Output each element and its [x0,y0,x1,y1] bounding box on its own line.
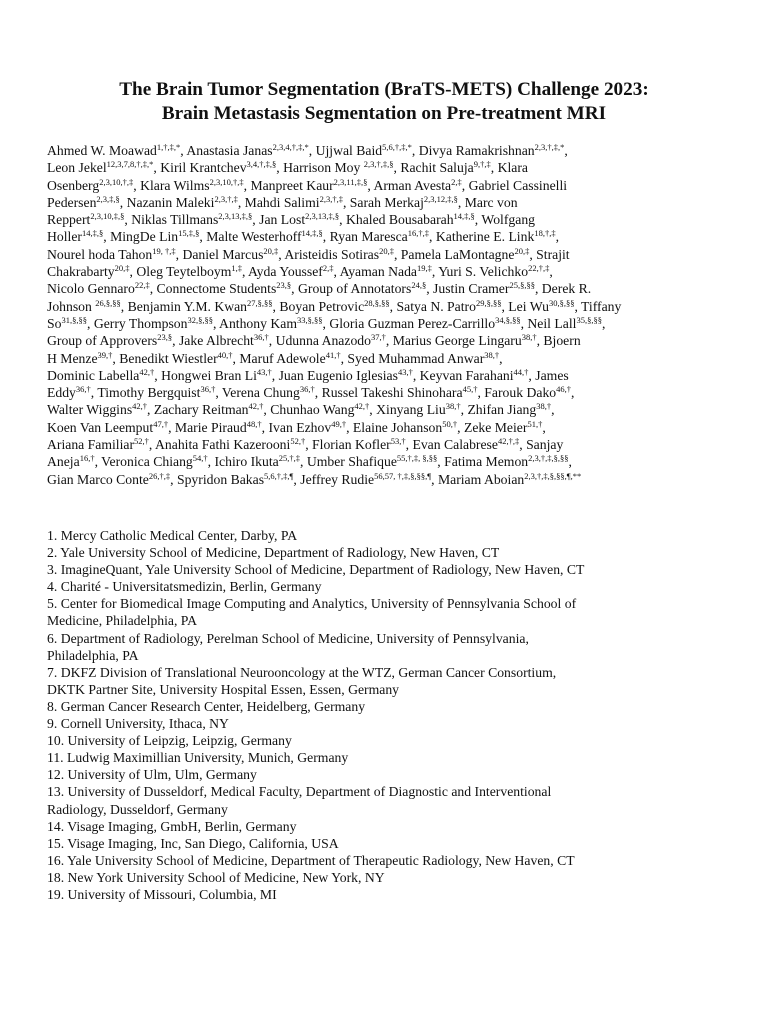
author-affiliation-marks: 28,§,§§ [364,297,390,308]
author-text: , Spyridon Bakas [170,471,265,487]
author-text: , Timothy Bergquist [90,385,201,401]
author-text: Nourel hoda Tahon [47,246,153,262]
author-text: Chakrabarty [47,264,115,280]
author-affiliation-marks: 36,† [75,384,91,395]
author-affiliation-marks: 20,‡ [379,245,394,256]
author-affiliation-marks: 29,§,§§ [475,297,502,308]
author-text: , Strajit [529,246,570,262]
author-text: , MingDe Lin [103,229,179,245]
author-text: , James [528,367,569,383]
author-text: , Keyvan Farahani [412,367,514,383]
author-text: , Gloria Guzman Perez-Carrillo [322,315,496,331]
author-text: , Benedikt Wiestler [112,350,218,366]
author-affiliation-marks: 2,3,†,‡ [214,193,238,204]
author-affiliation-marks: 42,† [132,401,148,412]
author-affiliation-marks: 2,3,10,†,‡ [99,176,134,187]
author-text: , Fatima Memon [437,454,529,470]
author-text: , Niklas Tillmans [124,212,219,228]
author-text: , Zhifan Jiang [460,402,537,418]
author-affiliation-marks: 32,§,§§ [187,314,213,325]
author-text: , [601,315,606,331]
author-text: , Jan Lost [252,212,306,228]
author-text: , Ayda Youssef [241,264,323,280]
author-text: , [549,264,553,280]
author-text: , Anahita Fathi Kazerooni [148,437,291,453]
author-text: Aneja [47,454,80,470]
author-affiliation-marks: 52,† [290,436,306,447]
author-affiliation-marks: 53,† [390,436,406,447]
author-affiliation-marks: 42,†,‡ [497,436,520,447]
author-affiliation-marks: 2,3,‡,§ [96,193,120,204]
author-affiliation-marks: 26,†,‡ [148,470,171,481]
author-text: , Gerry Thompson [86,315,188,331]
author-line [47,194,727,211]
affiliation-line: 5. Center for Biomedical Image Computing and Analytics, University of Pennsylvania School of [47,596,577,612]
author-text: , Daniel Marcus [175,246,264,262]
author-line [47,471,727,488]
author-text: , Manpreet Kaur [243,177,334,193]
author-affiliation-marks: 24,§ [411,280,427,291]
author-text: , [542,419,546,435]
author-line [47,280,727,297]
author-line [47,228,727,245]
author-text: Holler [47,229,82,245]
author-text: Gian Marco Conte [47,471,149,487]
author-text: , Tiffany [574,298,622,314]
author-affiliation-marks: 42,† [354,401,370,412]
author-text: Ariana Familiar [47,437,135,453]
title-line-2: Brain Metastasis Segmentation on Pre-treatment MRI [161,103,607,124]
affiliation-line: Philadelphia, PA [47,647,139,663]
author-affiliation-marks: 2,3,10,†,‡ [209,176,244,187]
author-text: , Aristeidis Sotiras [278,246,380,262]
affiliation-line: 18. New York University School of Medicine, New York, NY [47,869,385,885]
author-affiliation-marks: 36,† [253,332,269,343]
author-text: , Marius George Lingaru [385,333,522,349]
author-text: , Jeffrey Rudie [293,471,375,487]
author-affiliation-marks: 18,†,‡ [534,228,556,239]
author-text: , Zeke Meier [457,419,528,435]
author-text: So [47,315,62,331]
author-line [47,142,727,159]
author-text: , [555,229,559,245]
author-affiliation-marks: 38,† [484,349,500,360]
author-text: , Veronica Chiang [94,454,193,470]
author-affiliation-marks: 26,§,§§ [95,297,121,308]
author-text: , Satya N. Patro [389,298,476,314]
author-affiliation-marks: 43,† [397,366,413,377]
author-text: , Zachary Reitman [147,402,249,418]
author-text: , Marie Piraud [168,419,247,435]
author-text: , Klara Wilms [133,177,210,193]
affiliation-line: 12. University of Ulm, Ulm, Germany [47,767,257,783]
author-text: , Juan Eugenio Iglesias [271,367,398,383]
author-affiliation-marks: 30,§,§§ [548,297,575,308]
affiliation-line: 11. Ludwig Maximillian University, Munich, Germany [47,750,349,766]
author-text: , Umber Shafique [299,454,397,470]
author-text: , Anthony Kam [212,315,297,331]
author-affiliation-marks: 2,3,12,‡,§ [423,193,458,204]
author-text: , Ayaman Nada [333,264,417,280]
affiliation-line: 1. Mercy Catholic Medical Center, Darby, PA [47,528,298,543]
author-text: , Ryan Maresca [322,229,408,245]
title-line-1: The Brain Tumor Segmentation (BraTS-METS) Challenge 2023: [119,79,649,100]
author-affiliation-marks: 2,3,†,‡,§,§§,¶,** [524,470,582,481]
affiliation-line: Radiology, Dusseldorf, Germany [47,801,228,817]
author-line [47,177,727,194]
author-text: , Bjoern [536,333,581,349]
author-text: , Klara [490,160,528,176]
author-text: , Malte Westerhoff [199,229,302,245]
author-text: , Wolfgang [474,212,536,228]
author-text: , Syed Muhammad Anwar [340,350,485,366]
author-affiliation-marks: 2,3,4,†,‡,* [272,142,309,152]
author-text: Osenberg [47,177,100,193]
author-line [47,453,727,470]
author-affiliation-marks: 25,†,‡ [278,453,300,464]
author-text: , [571,385,575,401]
author-text: , Jake Albrecht [172,333,254,349]
author-text: , Ivan Ezhov [261,419,332,435]
author-line [47,436,727,453]
author-text: Koen Van Leemput [47,419,154,435]
author-text: , [551,402,555,418]
author-affiliation-marks: 42,† [139,366,155,377]
affiliation-line: 2. Yale University School of Medicine, Department of Radiology, New Haven, CT [47,545,500,561]
author-affiliation-marks: 39,† [97,349,113,360]
author-affiliation-marks: 14,‡,§ [453,211,475,222]
author-line [47,159,727,176]
author-affiliation-marks: 38,† [536,401,552,412]
author-text: , Pamela LaMontagne [393,246,515,262]
author-text: , Katherine E. Link [429,229,535,245]
author-affiliation-marks: 5,6,†,‡,¶ [264,470,294,481]
author-affiliation-marks: 19,‡ [416,263,432,274]
author-text: , Nazanin Maleki [119,194,215,210]
author-text: , Sarah Merkaj [342,194,424,210]
author-line [47,419,727,436]
author-affiliation-marks: 20,‡ [263,245,279,256]
author-text: , Group of Annotators [291,281,412,297]
author-text: , [568,454,572,470]
author-affiliation-marks: 51,† [527,418,543,429]
author-affiliation-marks: 44,† [513,366,529,377]
author-affiliation-marks: 56,57, †,‡,§,§§,¶ [374,470,432,481]
author-affiliation-marks: 2,3,†,‡,§ [363,159,394,170]
author-text: , Connectome Students [149,281,277,297]
author-text: , Lei Wu [501,298,549,314]
affiliation-list [47,527,737,903]
author-affiliation-marks: 15,‡,§ [178,228,200,239]
author-affiliation-marks: 20,‡ [114,263,130,274]
author-affiliation-marks: 2,3,†,‡,§,§§ [528,453,569,464]
author-affiliation-marks: 5,6,†,‡,* [382,142,412,152]
author-affiliation-marks: 12,3,7,8,†,‡,* [106,159,154,170]
author-line [47,315,727,332]
author-text: , Divya Ramakrishnan [411,143,535,158]
author-affiliation-marks: 55,†,‡, §,§§ [396,453,438,464]
affiliation-line: 3. ImagineQuant, Yale University School of Medicine, Department of Radiology, New Haven, CT [47,562,585,578]
author-text: , Marc von [457,194,518,210]
author-text: , Gabriel Cassinelli [461,177,568,193]
author-affiliation-marks: 2,3,†,‡,* [534,142,565,152]
author-text: Johnson [47,298,96,314]
affiliation-line: DKTK Partner Site, University Hospital Essen, Essen, Germany [47,681,400,697]
author-text: , Rachit Saluja [393,160,474,176]
author-affiliation-marks: 2,3,11,‡,§ [333,176,368,187]
author-text: , Khaled Bousabarah [339,212,454,228]
author-text: , Elaine Johanson [346,419,443,435]
author-affiliation-marks: 43,† [256,366,272,377]
author-line [47,298,727,315]
author-text: , Mariam Aboian [431,471,525,487]
author-line [47,401,727,418]
author-text: Ahmed W. Moawad [47,143,157,158]
author-line [47,211,727,228]
author-text: , Chunhao Wang [263,402,355,418]
author-text: Reppert [47,212,91,228]
author-affiliation-marks: 2,‡ [451,176,462,187]
affiliation-line: 4. Charité - Universitatsmedizin, Berlin, Germany [47,579,322,595]
affiliation-line: 15. Visage Imaging, Inc, San Diego, California, USA [47,835,339,851]
author-affiliation-marks: 25,§,§§ [509,280,535,291]
author-affiliation-marks: 2,3,13,‡,§ [305,211,340,222]
author-affiliation-marks: 35,§,§§ [576,314,602,325]
author-affiliation-marks: 2,‡ [322,263,334,274]
author-affiliation-marks: 27,§,§§ [247,297,273,308]
author-text: , Benjamin Y.M. Kwan [120,298,248,314]
author-text: , Mahdi Salimi [237,194,320,210]
author-affiliation-marks: 22,†,‡ [528,263,550,274]
author-text: , Kiril Krantchev [153,160,247,176]
author-affiliation-marks: 9,†,‡ [473,159,491,170]
author-text: , Udunna Anazodo [268,333,371,349]
author-affiliation-marks: 36,† [299,384,315,395]
author-affiliation-marks: 1,‡ [231,263,242,274]
author-affiliation-marks: 31,§,§§ [61,314,87,325]
author-line [47,367,727,384]
author-text: , Anastasia Janas [180,143,273,158]
author-affiliation-marks: 34,§,§§ [495,314,521,325]
author-text: , Ujjwal Baid [308,143,383,158]
author-affiliation-marks: 49,† [331,418,347,429]
author-affiliation-marks: 36,† [200,384,216,395]
affiliation-line: Medicine, Philadelphia, PA [47,613,198,629]
author-affiliation-marks: 45,† [462,384,478,395]
author-text: , Ichiro Ikuta [207,454,279,470]
author-text: , Farouk Dako [477,385,557,401]
author-affiliation-marks: 37,† [370,332,386,343]
author-text: , [564,143,568,158]
author-line [47,246,727,263]
author-affiliation-marks: 22,‡ [134,280,150,291]
author-text: Eddy [47,385,76,401]
author-text: H Menze [47,350,98,366]
author-text: , Verena Chung [215,385,300,401]
author-text: , Yuri S. Velichko [431,264,529,280]
author-line [47,384,727,401]
author-line [47,350,727,367]
author-text: , Florian Kofler [305,437,391,453]
author-affiliation-marks: 38,† [521,332,537,343]
author-affiliation-marks: 42,† [248,401,264,412]
author-text: , [499,350,503,366]
author-affiliation-marks: 47,† [153,418,169,429]
author-affiliation-marks: 16,†,‡ [407,228,430,239]
author-affiliation-marks: 1,†,‡,* [156,142,181,152]
author-text: , Justin Cramer [426,281,510,297]
author-affiliation-marks: 52,† [134,436,149,447]
author-text: Dominic Labella [47,367,140,383]
affiliation-line: 8. German Cancer Research Center, Heidelberg, Germany [47,698,366,714]
author-list [47,142,727,488]
author-affiliation-marks: 48,† [246,418,262,429]
author-affiliation-marks: 23,§ [276,280,292,291]
author-affiliation-marks: 2,3,†,‡ [319,193,343,204]
author-affiliation-marks: 20,‡ [514,245,530,256]
author-affiliation-marks: 14,‡,§ [301,228,323,239]
affiliation-line: 16. Yale University School of Medicine, Department of Therapeutic Radiology, New Haven, CT [47,852,575,868]
author-line [47,332,727,349]
author-text: , Boyan Petrovic [272,298,365,314]
affiliation-line: 14. Visage Imaging, GmbH, Berlin, Germany [47,818,297,834]
author-affiliation-marks: 2,3,13,‡,§ [218,211,253,222]
author-text: , Oleg Teytelboym [129,264,232,280]
author-text: Group of Approvers [47,333,158,349]
affiliation-line: 6. Department of Radiology, Perelman School of Medicine, University of Pennsylvania, [47,630,529,646]
author-text: Leon Jekel [47,160,107,176]
affiliation-line: 13. University of Dusseldorf, Medical Faculty, Department of Diagnostic and Interventional [47,784,552,800]
author-text: , Arman Avesta [367,177,452,193]
affiliation-line: 7. DKFZ Division of Translational Neurooncology at the WTZ, German Cancer Consortium, [47,664,557,680]
paper-title [40,78,728,126]
affiliation-line: 19. University of Missouri, Columbia, MI [47,886,277,902]
author-affiliation-marks: 16,† [79,453,95,464]
author-text: , Hongwei Bran Li [154,367,257,383]
affiliation-line: 9. Cornell University, Ithaca, NY [47,716,229,732]
author-affiliation-marks: 54,† [192,453,208,464]
author-text: , Harrison Moy [276,160,364,176]
author-affiliation-marks: 41,† [325,349,341,360]
author-text: , Evan Calabrese [405,437,498,453]
author-text: Pedersen [47,194,97,210]
author-affiliation-marks: 38,† [445,401,461,412]
author-text: , Xinyang Liu [369,402,446,418]
author-affiliation-marks: 2,3,10,‡,§ [90,211,125,222]
author-text: Walter Wiggins [47,402,133,418]
author-text: , Russel Takeshi Shinohara [314,385,463,401]
author-affiliation-marks: 3,4,†,‡,§ [246,159,277,170]
author-affiliation-marks: 33,§,§§ [297,314,323,325]
author-affiliation-marks: 14,‡,§ [81,228,104,239]
author-line [47,263,727,280]
author-text: Nicolo Gennaro [47,281,135,297]
author-affiliation-marks: 40,† [217,349,233,360]
author-affiliation-marks: 19, †,‡ [152,245,176,256]
author-text: , Maruf Adewole [232,350,326,366]
author-text: , Sanjay [519,437,564,453]
author-text: , Derek R. [534,281,592,297]
author-affiliation-marks: 46,† [556,384,572,395]
author-affiliation-marks: 23,§ [157,332,173,343]
author-text: , Neil Lall [520,315,577,331]
author-affiliation-marks: 50,† [442,418,458,429]
affiliation-line: 10. University of Leipzig, Leipzig, Germany [47,733,292,749]
